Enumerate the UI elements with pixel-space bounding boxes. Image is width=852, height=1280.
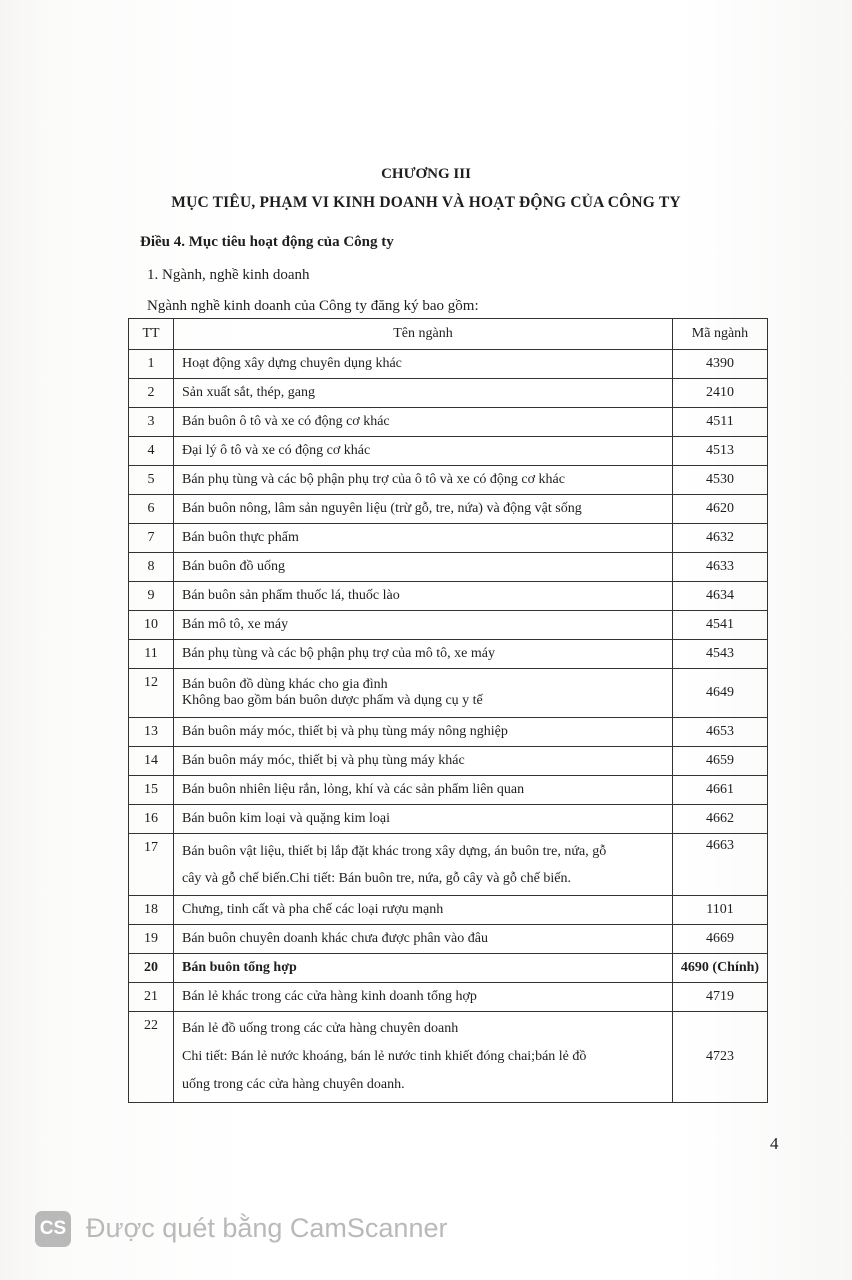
table-row bbox=[129, 408, 768, 437]
row-code: 4662 bbox=[673, 805, 768, 834]
section-heading: 1. Ngành, nghề kinh doanh bbox=[147, 267, 310, 283]
row-name: Đại lý ô tô và xe có động cơ khác bbox=[174, 437, 673, 466]
row-name: Bán buôn nông, lâm sản nguyên liệu (trừ gỗ, tre, nứa) và động vật sống bbox=[174, 495, 673, 524]
row-name: Bán buôn ô tô và xe có động cơ khác bbox=[174, 408, 673, 437]
row-tt: 20 bbox=[129, 954, 174, 983]
row-code: 4653 bbox=[673, 718, 768, 747]
camscanner-watermark: Được quét bằng CamScanner bbox=[86, 1213, 448, 1243]
page-number: 4 bbox=[770, 1134, 779, 1153]
row-tt: 15 bbox=[129, 776, 174, 805]
row-name-detail-2: uống trong các cửa hàng chuyên doanh. bbox=[182, 1077, 405, 1092]
row-code: 4723 bbox=[673, 1012, 768, 1103]
row-name: Bán phụ tùng và các bộ phận phụ trợ của ô tô và xe có động cơ khác bbox=[174, 466, 673, 495]
article-heading: Điều 4. Mục tiêu hoạt động của Công ty bbox=[140, 234, 394, 250]
row-code: 4530 bbox=[673, 466, 768, 495]
row-code: 4690 (Chính) bbox=[673, 954, 768, 983]
row-tt: 3 bbox=[129, 408, 174, 437]
table-row bbox=[129, 776, 768, 805]
row-code: 4513 bbox=[673, 437, 768, 466]
table-row bbox=[129, 925, 768, 954]
row-code: 2410 bbox=[673, 379, 768, 408]
row-tt: 17 bbox=[129, 834, 174, 896]
table-row bbox=[129, 350, 768, 379]
row-name: Bán buôn sản phẩm thuốc lá, thuốc lào bbox=[174, 582, 673, 611]
row-name: Bán buôn tổng hợp bbox=[174, 954, 673, 983]
row-tt: 10 bbox=[129, 611, 174, 640]
row-tt: 2 bbox=[129, 379, 174, 408]
row-name: Chưng, tinh cất và pha chế các loại rượu mạnh bbox=[174, 896, 673, 925]
table-row bbox=[129, 834, 768, 896]
row-name-detail: Chi tiết: Bán lẻ nước khoáng, bán lẻ nước tinh khiết đóng chai;bán lẻ đồ bbox=[182, 1049, 587, 1064]
row-code: 4663 bbox=[673, 834, 768, 896]
row-code: 4661 bbox=[673, 776, 768, 805]
row-tt: 22 bbox=[129, 1012, 174, 1103]
row-code: 4511 bbox=[673, 408, 768, 437]
chapter-title: MỤC TIÊU, PHẠM VI KINH DOANH VÀ HOẠT ĐỘNG CỦA CÔNG TY bbox=[171, 194, 681, 211]
table-row bbox=[129, 553, 768, 582]
row-name: Bán buôn máy móc, thiết bị và phụ tùng máy khác bbox=[174, 747, 673, 776]
row-code: 4669 bbox=[673, 925, 768, 954]
row-code: 4632 bbox=[673, 524, 768, 553]
row-tt: 19 bbox=[129, 925, 174, 954]
table-row bbox=[129, 640, 768, 669]
row-name-detail: Không bao gồm bán buôn dược phẩm và dụng cụ y tế bbox=[182, 693, 483, 708]
row-name: Bán buôn chuyên doanh khác chưa được phân vào đâu bbox=[174, 925, 673, 954]
row-name: Bán buôn nhiên liệu rắn, lỏng, khí và các sản phẩm liên quan bbox=[174, 776, 673, 805]
row-tt: 13 bbox=[129, 718, 174, 747]
row-code: 4634 bbox=[673, 582, 768, 611]
row-tt: 8 bbox=[129, 553, 174, 582]
row-code: 4390 bbox=[673, 350, 768, 379]
table-row bbox=[129, 437, 768, 466]
table-row bbox=[129, 495, 768, 524]
row-tt: 9 bbox=[129, 582, 174, 611]
table-header-row bbox=[129, 319, 768, 350]
row-tt: 5 bbox=[129, 466, 174, 495]
table-row bbox=[129, 582, 768, 611]
row-name-cell bbox=[174, 1012, 673, 1103]
row-name: Bán buôn đồ uống bbox=[174, 553, 673, 582]
row-code: 4649 bbox=[673, 669, 768, 718]
camscanner-logo-icon: CS bbox=[35, 1211, 71, 1247]
row-code: 4543 bbox=[673, 640, 768, 669]
row-code: 1101 bbox=[673, 896, 768, 925]
table-row bbox=[129, 669, 768, 718]
row-code: 4719 bbox=[673, 983, 768, 1012]
row-code: 4659 bbox=[673, 747, 768, 776]
header-tt: TT bbox=[129, 319, 174, 350]
table-row bbox=[129, 524, 768, 553]
row-name: Bán buôn thực phẩm bbox=[174, 524, 673, 553]
row-code: 4541 bbox=[673, 611, 768, 640]
row-tt: 11 bbox=[129, 640, 174, 669]
table-row bbox=[129, 611, 768, 640]
row-name: Hoạt động xây dựng chuyên dụng khác bbox=[174, 350, 673, 379]
row-name: Bán phụ tùng và các bộ phận phụ trợ của mô tô, xe máy bbox=[174, 640, 673, 669]
row-name: Bán buôn đồ dùng khác cho gia đình bbox=[182, 677, 388, 692]
row-name: Bán lẻ khác trong các cửa hàng kinh doanh tổng hợp bbox=[174, 983, 673, 1012]
row-name: Bán buôn máy móc, thiết bị và phụ tùng máy nông nghiệp bbox=[174, 718, 673, 747]
header-code: Mã ngành bbox=[673, 319, 768, 350]
row-tt: 14 bbox=[129, 747, 174, 776]
row-tt: 16 bbox=[129, 805, 174, 834]
row-name: Bán lẻ đồ uống trong các cửa hàng chuyên doanh bbox=[182, 1021, 459, 1036]
table-row bbox=[129, 718, 768, 747]
table-row bbox=[129, 466, 768, 495]
row-name: Bán buôn kim loại và quặng kim loại bbox=[174, 805, 673, 834]
table-row bbox=[129, 983, 768, 1012]
row-name: Bán buôn vật liệu, thiết bị lắp đặt khác trong xây dựng, án buôn tre, nứa, gỗ bbox=[182, 843, 607, 859]
row-name-cell bbox=[174, 834, 673, 896]
table-row bbox=[129, 1012, 768, 1103]
chapter-heading: CHƯƠNG III bbox=[381, 166, 471, 182]
row-tt: 21 bbox=[129, 983, 174, 1012]
row-tt: 1 bbox=[129, 350, 174, 379]
table-row bbox=[129, 896, 768, 925]
table-row-main bbox=[129, 954, 768, 983]
row-tt: 12 bbox=[129, 669, 174, 718]
row-tt: 7 bbox=[129, 524, 174, 553]
row-tt: 6 bbox=[129, 495, 174, 524]
row-tt: 4 bbox=[129, 437, 174, 466]
table-row bbox=[129, 747, 768, 776]
row-name: Sản xuất sắt, thép, gang bbox=[174, 379, 673, 408]
row-code: 4633 bbox=[673, 553, 768, 582]
row-name-cell bbox=[174, 669, 673, 718]
row-name-detail: cây và gỗ chế biến.Chi tiết: Bán buôn tre, nứa, gỗ cây và gỗ chế biến. bbox=[182, 870, 571, 886]
table-row bbox=[129, 805, 768, 834]
header-name: Tên ngành bbox=[174, 319, 673, 350]
table-row bbox=[129, 379, 768, 408]
row-name: Bán mô tô, xe máy bbox=[174, 611, 673, 640]
row-code: 4620 bbox=[673, 495, 768, 524]
business-lines-table bbox=[128, 318, 768, 1103]
intro-text: Ngành nghề kinh doanh của Công ty đăng ký bao gồm: bbox=[147, 298, 479, 314]
row-tt: 18 bbox=[129, 896, 174, 925]
